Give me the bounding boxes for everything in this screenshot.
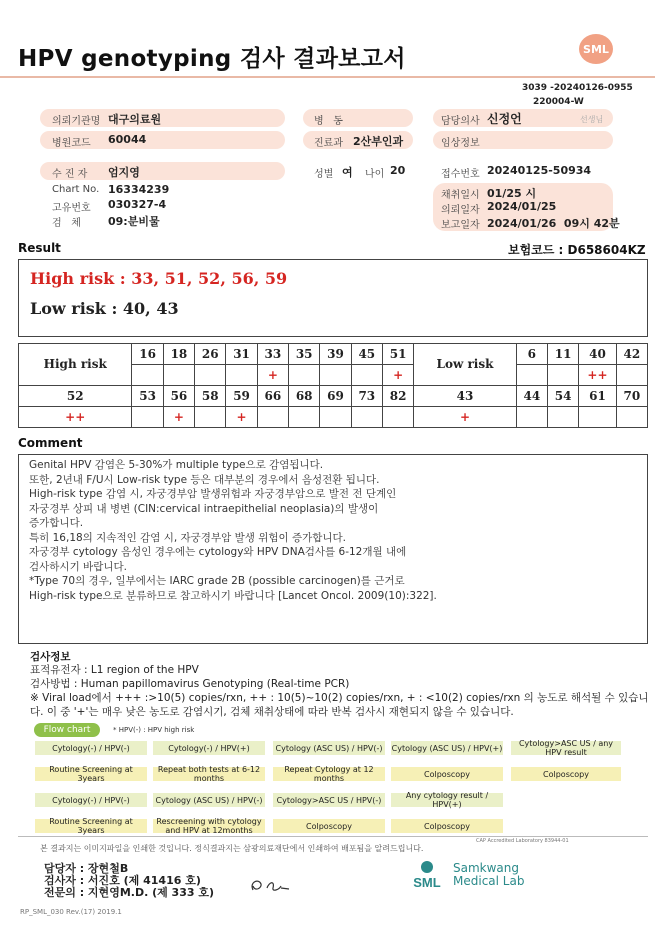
flow-box-row4: Rescreening with cytology and HPV at 12months bbox=[153, 819, 265, 833]
staff-manager: 담당자 : 장현철B bbox=[44, 862, 129, 875]
doc-code-2: 220004-W bbox=[533, 97, 584, 107]
geno-cell: 73 bbox=[351, 386, 382, 407]
sex-label: 성별 bbox=[314, 169, 334, 180]
geno-mark bbox=[516, 365, 547, 386]
geno-mark: + bbox=[414, 407, 516, 428]
sex-value: 여 bbox=[342, 166, 353, 179]
geno-mark: + bbox=[163, 407, 194, 428]
receipt-label: 접수번호 bbox=[441, 169, 480, 180]
collect-label: 채취일시 bbox=[441, 190, 480, 201]
report-label: 보고일자 bbox=[441, 220, 480, 231]
doctor-value: 신정언 bbox=[487, 112, 522, 126]
sml-mark-icon bbox=[405, 858, 449, 890]
geno-mark: ++ bbox=[579, 365, 616, 386]
flow-box-row3: Cytology>ASC US / HPV(-) bbox=[273, 793, 385, 807]
low-risk-summary: Low risk : 40, 43 bbox=[30, 299, 179, 318]
flow-box-row1: Cytology(-) / HPV(-) bbox=[35, 741, 147, 755]
geno-cell: 82 bbox=[382, 386, 413, 407]
age-value: 20 bbox=[390, 164, 406, 177]
geno-mark bbox=[289, 407, 320, 428]
receipt-value: 20240125-50934 bbox=[487, 164, 592, 177]
geno-mark bbox=[579, 407, 616, 428]
geno-cell: 33 bbox=[257, 344, 288, 365]
geno-cell: 16 bbox=[132, 344, 163, 365]
recipient-value: 엄지영 bbox=[108, 166, 140, 179]
low-risk-header: Low risk bbox=[414, 344, 516, 386]
geno-cell: 70 bbox=[616, 386, 647, 407]
collect-value: 01/25 시 bbox=[487, 187, 537, 200]
result-heading: Result bbox=[18, 241, 61, 255]
geno-mark bbox=[351, 365, 382, 386]
comment-text: Genital HPV 감염은 5-30%가 multiple type으로 감염됩니다. 또한, 2년내 F/U시 Low-risk type 등은 대부분의 경우에서 음성전환 됩니다. High-risk type 감염 시, 자궁경부암 발생위험과 자궁경부암으로 발전 전 단계인 자궁경부 상피 내 병변 (CIN:cervical intraepithelial neoplasia)의 발생이 증가합니다. 특히 16,18의 지속적인 감염 시, 자궁경부암 발생 위험이 증가합니다. 자궁경부 cytology 음성인 경우에는 cytology와 HPV DNA검사를 6-12개월 내에 검사하시기 바랍니다. *Type 70의 경우, 일부에서는 IARC grade 2B (possible carcinogen)를 근거로 High-risk type으로 분류하므로 참고하시기 바랍니다 [Lancet Oncol. 2009(10):322]. bbox=[18, 454, 648, 644]
chart-no-value: 16334239 bbox=[108, 183, 170, 196]
geno-cell: 45 bbox=[351, 344, 382, 365]
geno-cell: 68 bbox=[289, 386, 320, 407]
flow-box-row3: Any cytology result / HPV(+) bbox=[391, 793, 503, 807]
report-title: HPV genotyping 검사 결과보고서 bbox=[18, 46, 406, 72]
geno-cell: 31 bbox=[226, 344, 257, 365]
dept-label: 진료과 bbox=[314, 138, 343, 149]
geno-mark bbox=[226, 365, 257, 386]
geno-cell: 35 bbox=[289, 344, 320, 365]
doctor-suffix: 선생님 bbox=[580, 115, 604, 124]
test-info-heading: 검사정보 bbox=[30, 651, 71, 663]
flow-box-row2: Routine Screening at 3years bbox=[35, 767, 147, 781]
clinical-label: 임상정보 bbox=[441, 138, 480, 149]
insurance-code: 보험코드 : D658604KZ bbox=[508, 243, 646, 257]
geno-mark: + bbox=[382, 365, 413, 386]
unique-no-label: 고유번호 bbox=[52, 203, 91, 214]
geno-cell: 66 bbox=[257, 386, 288, 407]
geno-cell: 40 bbox=[579, 344, 616, 365]
geno-mark bbox=[195, 407, 226, 428]
ward-label: 병 동 bbox=[314, 116, 343, 127]
svg-text:SML: SML bbox=[413, 875, 441, 890]
genotype-row-4 bbox=[19, 407, 648, 428]
geno-mark bbox=[616, 365, 647, 386]
geno-cell: 26 bbox=[195, 344, 226, 365]
sml-logo: SML bbox=[579, 34, 613, 64]
genotype-row-3 bbox=[19, 386, 648, 407]
chart-no-label: Chart No. bbox=[52, 184, 100, 195]
flow-box-row4: Colposcopy bbox=[273, 819, 385, 833]
geno-cell: 18 bbox=[163, 344, 194, 365]
hospital-code-label: 병원코드 bbox=[52, 138, 91, 149]
request-label: 의뢰일자 bbox=[441, 205, 480, 216]
geno-mark bbox=[257, 407, 288, 428]
flow-box-row1: Cytology>ASC US / any HPV result bbox=[511, 741, 621, 755]
header-divider bbox=[0, 76, 655, 78]
form-code: RP_SML_030 Rev.(17) 2019.1 bbox=[20, 908, 122, 916]
geno-mark: + bbox=[257, 365, 288, 386]
flow-box-row2: Repeat Cytology at 12 months bbox=[273, 767, 385, 781]
flow-box-row3: Cytology(-) / HPV(-) bbox=[35, 793, 147, 807]
hospital-code-value: 60044 bbox=[108, 133, 147, 146]
geno-mark bbox=[616, 407, 647, 428]
report-value: 2024/01/26 09시 42분 bbox=[487, 217, 620, 230]
geno-cell: 69 bbox=[320, 386, 351, 407]
age-label: 나이 bbox=[365, 169, 385, 180]
flow-legend: * HPV(-) : HPV high risk bbox=[113, 726, 195, 734]
geno-cell: 11 bbox=[548, 344, 579, 365]
doctor-label: 담당의사 bbox=[441, 116, 480, 127]
geno-cell: 53 bbox=[132, 386, 163, 407]
geno-cell: 39 bbox=[320, 344, 351, 365]
unique-no-value: 030327-4 bbox=[108, 198, 167, 211]
geno-mark bbox=[132, 365, 163, 386]
geno-mark bbox=[548, 365, 579, 386]
staff-specialist: 전문의 : 지현영M.D. (제 333 호) bbox=[44, 886, 215, 899]
institution-label: 의뢰기관명 bbox=[52, 116, 101, 127]
geno-mark bbox=[382, 407, 413, 428]
geno-mark bbox=[195, 365, 226, 386]
flow-box-row2: Colposcopy bbox=[511, 767, 621, 781]
recipient-label: 수 진 자 bbox=[52, 169, 88, 180]
geno-mark bbox=[320, 365, 351, 386]
test-method: 검사방법 : Human papillomavirus Genotyping (Real-time PCR) bbox=[30, 678, 350, 690]
geno-cell: 56 bbox=[163, 386, 194, 407]
print-notice: 본 결과지는 이미지파일을 인쇄한 것입니다. 정식결과지는 삼광의료재단에서 인쇄하여 배포됨을 알려드립니다. bbox=[40, 844, 424, 853]
lab-name-line1: Samkwang bbox=[453, 861, 519, 875]
viral-load-note: ※ Viral load에서 +++ :>10(5) copies/rxn, ++ : 10(5)~10(2) copies/rxn, + : <10(2) copies/rxn 의 농도로 해석될 수 있습니다. 이 중 '+'는 매우 낮은 농도로 감염시기, 검체 채취상태에 따라 반복 검사시 재현되지 않을 수 있습니다. bbox=[30, 692, 649, 718]
lab-name-line2: Medical Lab bbox=[453, 874, 525, 888]
doc-code-1: 3039 -20240126-0955 bbox=[522, 83, 633, 93]
flow-box-row1: Cytology(-) / HPV(+) bbox=[153, 741, 265, 755]
request-value: 2024/01/25 bbox=[487, 200, 557, 213]
flow-box-row4: Colposcopy bbox=[391, 819, 503, 833]
lab-name bbox=[453, 862, 524, 888]
geno-cell: 61 bbox=[579, 386, 616, 407]
geno-cell: 52 bbox=[19, 386, 132, 407]
geno-cell: 58 bbox=[195, 386, 226, 407]
flow-box-row2: Colposcopy bbox=[391, 767, 503, 781]
geno-cell: 6 bbox=[516, 344, 547, 365]
geno-cell: 44 bbox=[516, 386, 547, 407]
high-risk-header: High risk bbox=[19, 344, 132, 386]
flow-box-row4: Routine Screening at 3years bbox=[35, 819, 147, 833]
genotype-table bbox=[18, 343, 648, 428]
institution-value: 대구의료원 bbox=[108, 113, 162, 126]
geno-cell: 51 bbox=[382, 344, 413, 365]
geno-mark bbox=[351, 407, 382, 428]
flow-chart-label: Flow chart bbox=[34, 723, 100, 737]
flow-box-row3: Cytology (ASC US) / HPV(-) bbox=[153, 793, 265, 807]
target-gene: 표적유전자 : L1 region of the HPV bbox=[30, 664, 199, 676]
cap-note: CAP Accredited Laboratory 83944-01 bbox=[476, 838, 569, 844]
specimen-value: 09:분비물 bbox=[108, 215, 160, 228]
specimen-label: 검 체 bbox=[52, 218, 81, 229]
geno-mark bbox=[548, 407, 579, 428]
high-risk-summary: High risk : 33, 51, 52, 56, 59 bbox=[30, 269, 288, 288]
geno-cell: 59 bbox=[226, 386, 257, 407]
geno-cell: 43 bbox=[414, 386, 516, 407]
staff-examiner: 검사자 : 서진호 (제 41416 호) bbox=[44, 874, 201, 887]
flow-box-row2: Repeat both tests at 6-12 months bbox=[153, 767, 265, 781]
footer-divider bbox=[18, 836, 648, 837]
geno-mark: ++ bbox=[19, 407, 132, 428]
geno-cell: 42 bbox=[616, 344, 647, 365]
geno-mark bbox=[163, 365, 194, 386]
geno-cell: 54 bbox=[548, 386, 579, 407]
flow-box-row1: Cytology (ASC US) / HPV(+) bbox=[391, 741, 503, 755]
geno-mark bbox=[289, 365, 320, 386]
geno-mark bbox=[132, 407, 163, 428]
geno-mark: + bbox=[226, 407, 257, 428]
comment-heading: Comment bbox=[18, 436, 83, 450]
flow-box-row1: Cytology (ASC US) / HPV(-) bbox=[273, 741, 385, 755]
geno-mark bbox=[320, 407, 351, 428]
geno-mark bbox=[516, 407, 547, 428]
signature bbox=[245, 872, 295, 898]
dept-value: 2산부인과 bbox=[353, 135, 404, 148]
